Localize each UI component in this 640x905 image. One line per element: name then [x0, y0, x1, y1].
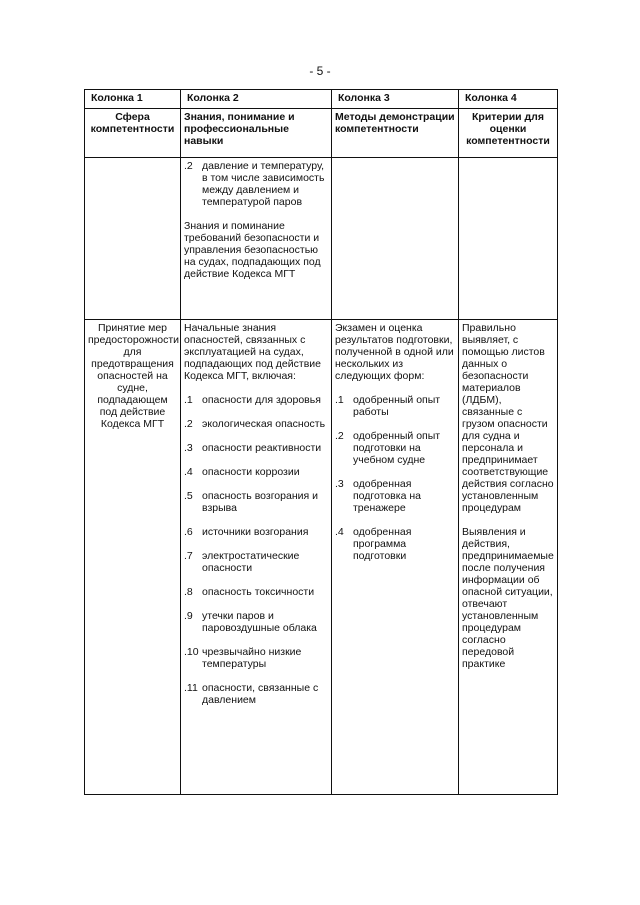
item-text: источники возгорания: [202, 526, 309, 538]
knowledge-intro: Начальные знания опасностей, связанных с эксплуатацией на судах, подпадающих под действие Кодекса МГТ, включая:: [184, 322, 321, 382]
item-text: опасности реактивности: [202, 442, 322, 454]
item-number: .2: [184, 418, 193, 430]
item-number: .3: [184, 442, 193, 454]
item-text: одобренный опыт подготовки на учебном судне: [353, 430, 441, 466]
item-text: экологическая опасность: [202, 418, 326, 430]
header-competence: Сфера компетентности: [85, 109, 181, 158]
column-2-label: Колонка 2: [181, 90, 332, 109]
continuation-col1: [85, 158, 181, 320]
criteria-paragraph-1: Правильно выявляет, с помощью листов данных о безопасности материалов (ЛДБМ), связанные с грузом опасности для судна и персонала и предпринимает соответствующие действия согласно установленным процедурам: [462, 322, 554, 514]
item-number: .6: [184, 526, 193, 538]
column-4-label: Колонка 4: [459, 90, 558, 109]
criteria-cell: [459, 320, 558, 795]
item-text: утечки паров и паровоздушные облака: [202, 610, 317, 634]
item-number: .2: [184, 160, 193, 172]
item-number: .3: [335, 478, 344, 490]
methods-cell: [332, 320, 459, 795]
item-text: опасности для здоровья: [202, 394, 321, 406]
item-text: опасность возгорания и взрыва: [202, 490, 318, 514]
item-number: .2: [335, 430, 344, 442]
continuation-col4: [459, 158, 558, 320]
item-number: .8: [184, 586, 193, 598]
item-number: .1: [184, 394, 193, 406]
competence-table: [84, 89, 558, 795]
item-text: одобренная подготовка на тренажере: [353, 478, 421, 514]
item-text: опасность токсичности: [202, 586, 315, 598]
header-knowledge: Знания, понимание и профессиональные навыки: [181, 109, 332, 158]
column-3-label: Колонка 3: [332, 90, 459, 109]
competence-cell: [85, 320, 181, 795]
item-number: .5: [184, 490, 193, 502]
item-text: чрезвычайно низкие температуры: [202, 646, 302, 670]
criteria-paragraph-2: Выявления и действия, предпринимаемые после получения информации об опасной ситуации, отвечают установленным процедурам согласно передовой практике: [462, 526, 554, 670]
item-number: .4: [184, 466, 193, 478]
continuation-item: [184, 160, 328, 208]
continuation-col2: [181, 158, 332, 320]
continuation-row: [85, 158, 558, 320]
continuation-paragraph: Знания и поминание требований безопасности и управления безопасностью на судах, подпадающих под действие Кодекса МГТ: [184, 220, 321, 280]
column-numbers-row: [85, 90, 558, 109]
item-text: опасности, связанные с давлением: [202, 682, 319, 706]
item-number: .10: [184, 646, 199, 658]
methods-intro: Экзамен и оценка результатов подготовки, полученной в одной или нескольких из следующих форм:: [335, 322, 454, 382]
item-text: одобренный опыт работы: [353, 394, 441, 418]
header-criteria: Критерии для оценки компетентности: [459, 109, 558, 158]
item-text: опасности коррозии: [202, 466, 300, 478]
competence-text: Принятие мер предосторожности для предотвращения опасностей на судне, подпадающем под действие Кодекса МГТ: [88, 322, 180, 430]
item-text: одобренная программа подготовки: [353, 526, 412, 562]
item-number: .4: [335, 526, 344, 538]
continuation-col3: [332, 158, 459, 320]
item-text: давление и температуру, в том числе зависимость между давлением и температурой паров: [202, 160, 325, 208]
item-number: .7: [184, 550, 193, 562]
main-row: [85, 320, 558, 795]
item-number: .11: [184, 682, 198, 694]
header-methods: Методы демонстрации компетентности: [332, 109, 459, 158]
page-number: - 5 -: [309, 64, 331, 78]
column-headers-row: [85, 109, 558, 158]
item-text: электростатические опасности: [202, 550, 300, 574]
knowledge-cell: [181, 320, 332, 795]
item-number: .9: [184, 610, 193, 622]
item-number: .1: [335, 394, 344, 406]
column-1-label: Колонка 1: [85, 90, 181, 109]
